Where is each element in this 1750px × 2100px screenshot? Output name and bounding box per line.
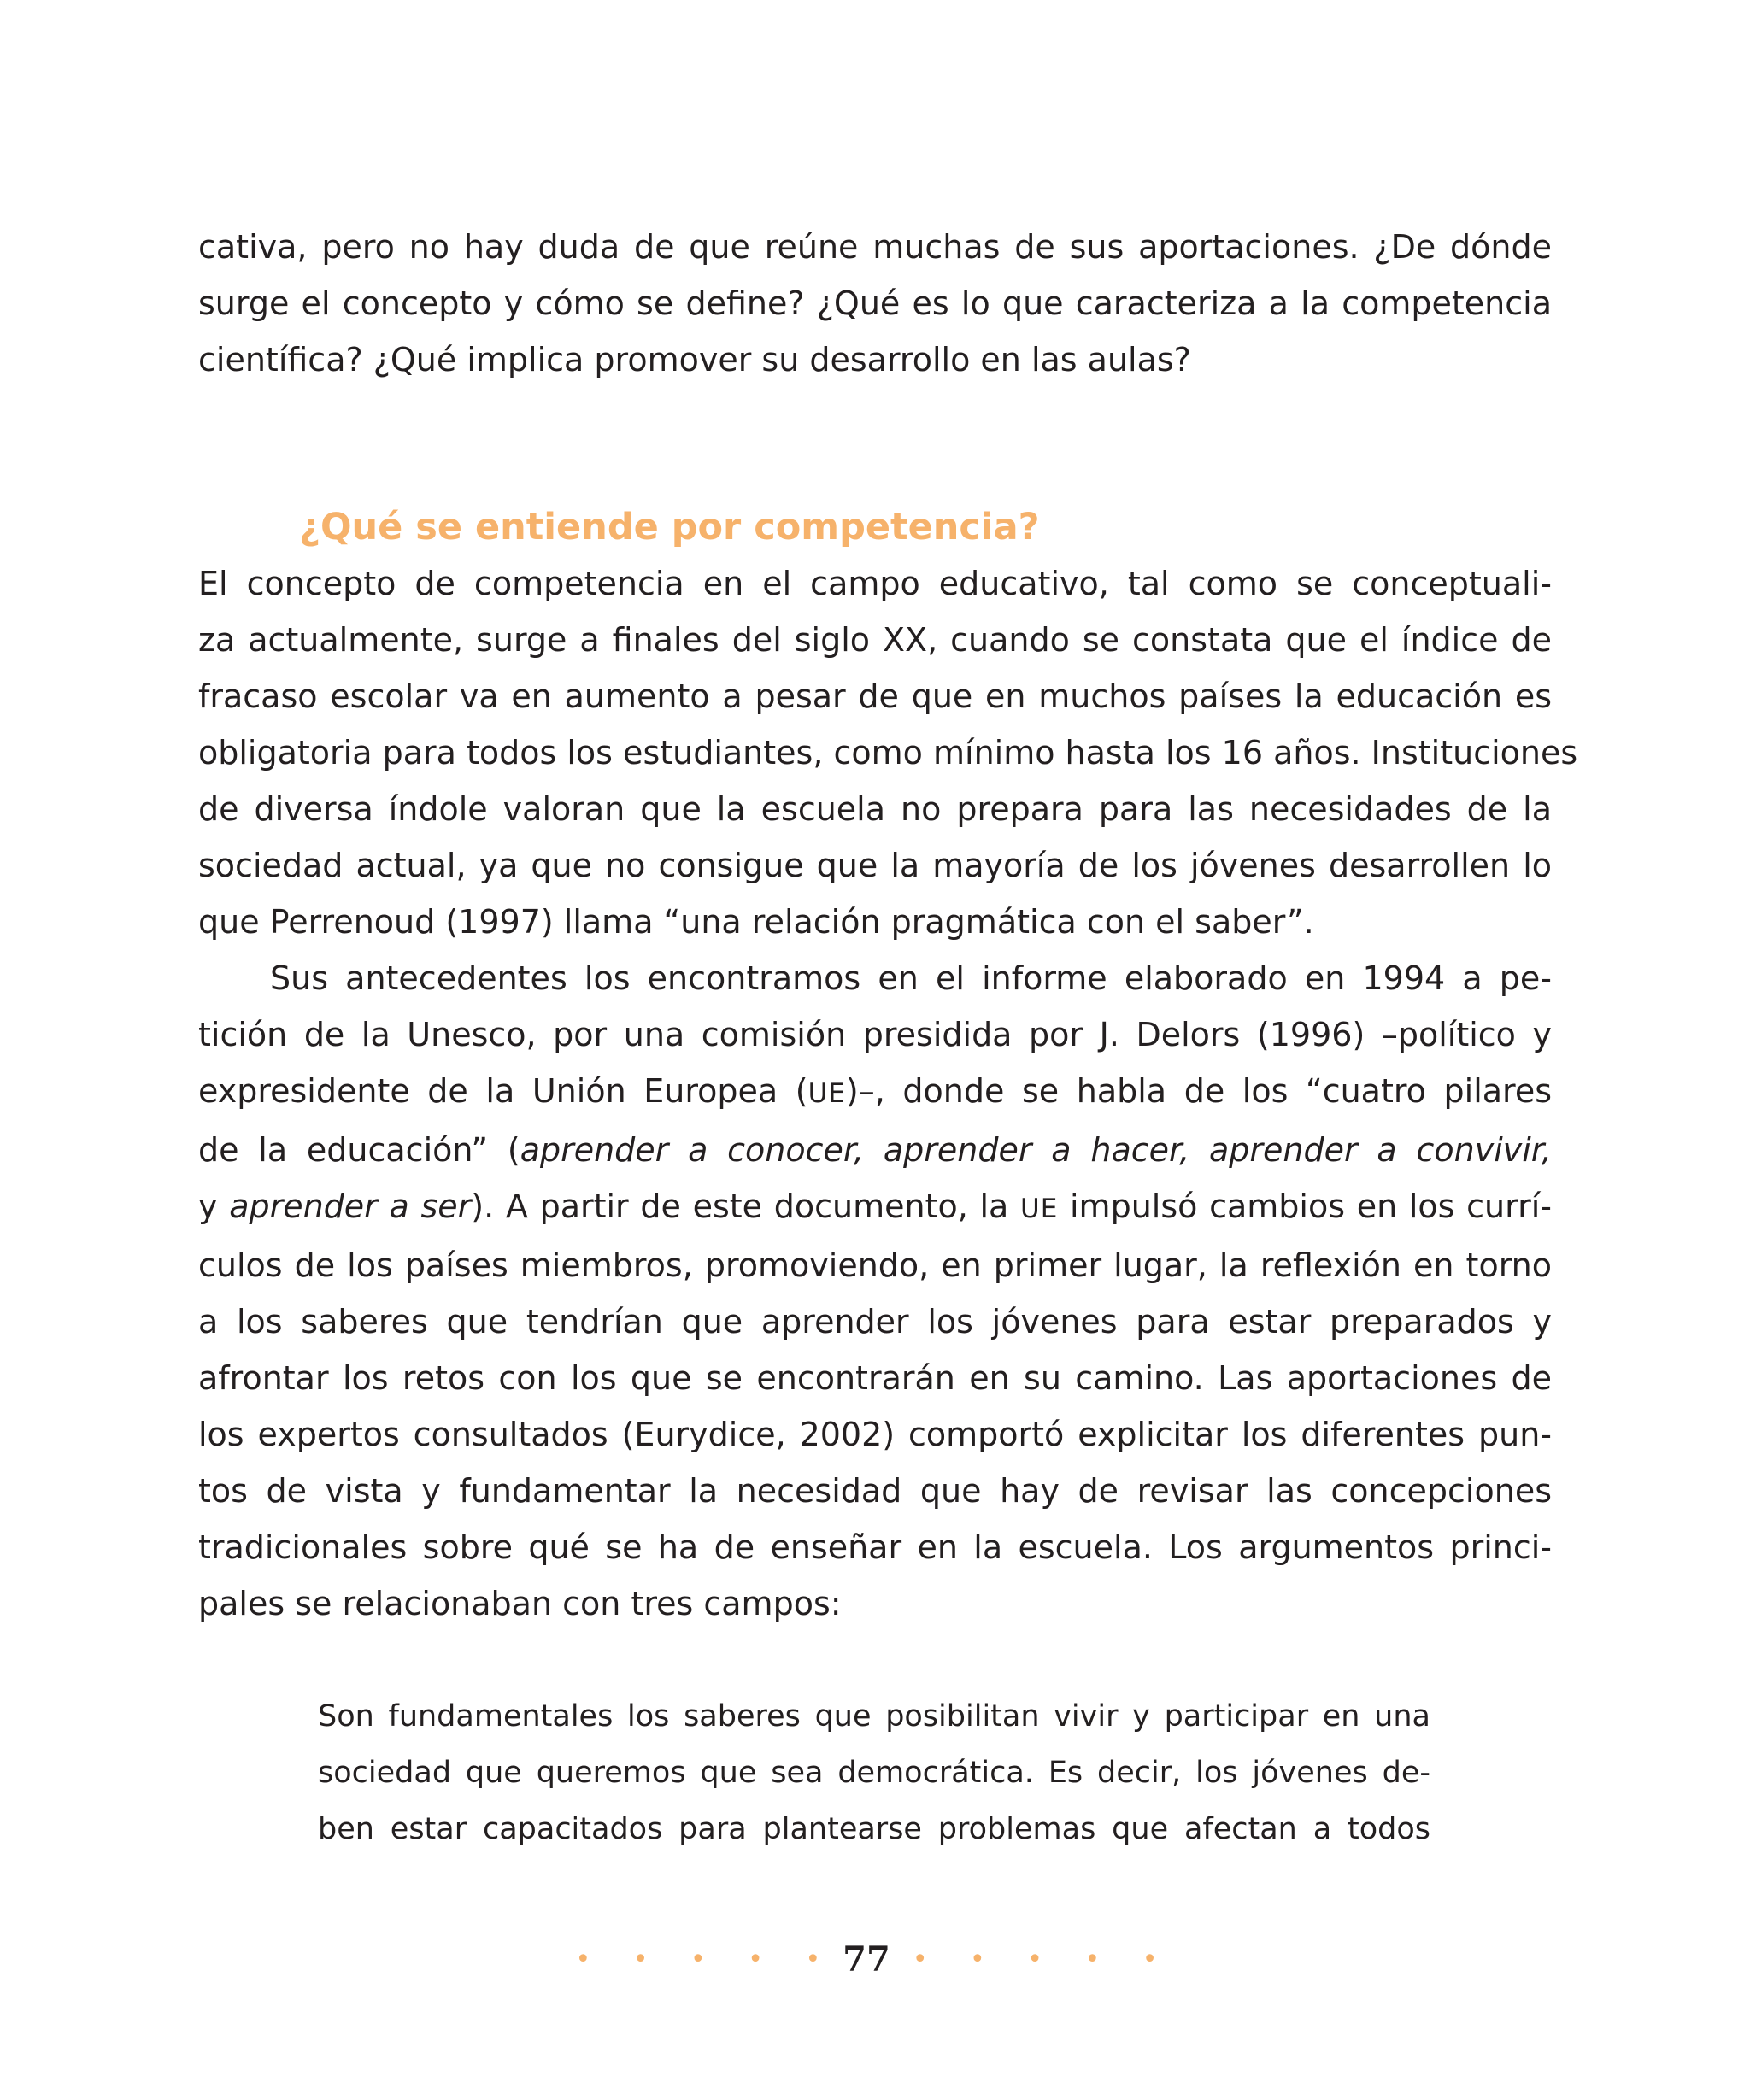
text-line: ben estar capacitados para plantearse problemas que afectan a todos xyxy=(318,1812,1430,1846)
footer-dots-right: • • • • • xyxy=(912,1945,1175,1974)
text-line: los expertos consultados (Eurydice, 2002) comportó explicitar los diferentes pun- xyxy=(198,1416,1552,1453)
text-line xyxy=(198,1178,1552,1237)
text-line xyxy=(198,1063,1552,1122)
block-quote xyxy=(318,1688,1430,1857)
text-line xyxy=(198,1122,1552,1178)
text-line: za actualmente, surge a finales del siglo XX, cuando se constata que el índice de xyxy=(198,621,1552,659)
text-line: a los saberes que tendrían que aprender los jóvenes para estar preparados y xyxy=(198,1303,1552,1340)
page-number: 77 xyxy=(843,1939,890,1980)
italic-text: aprender a ser xyxy=(229,1188,472,1225)
abbreviation-ue: UE xyxy=(807,1078,846,1109)
text-line: sociedad que queremos que sea democrática. Es decir, los jóvenes de- xyxy=(318,1756,1430,1790)
text-line: surge el concepto y cómo se define? ¿Qué es lo que caracteriza a la competencia xyxy=(198,284,1552,322)
text-line: afrontar los retos con los que se encontrarán en su camino. Las aportaciones de xyxy=(198,1359,1552,1397)
page-footer xyxy=(0,1939,1750,1980)
text-segment: de la educación” ( xyxy=(198,1131,520,1169)
text-line: Sus antecedentes los encontramos en el informe elaborado en 1994 a pe- xyxy=(270,959,1552,997)
text-line: que Perrenoud (1997) llama “una relación pragmática con el saber”. xyxy=(198,903,1314,941)
text-segment: impulsó cambios en los currí- xyxy=(1058,1188,1552,1225)
text-line: obligatoria para todos los estudiantes, como mínimo hasta los 16 años. Instituciones xyxy=(198,734,1578,771)
section-heading: ¿Qué se entiende por competencia? xyxy=(299,506,1040,548)
text-line: fracaso escolar va en aumento a pesar de que en muchos países la educación es xyxy=(198,678,1552,715)
italic-text: aprender a conocer, aprender a hacer, aprender a convivir, xyxy=(520,1131,1553,1169)
text-line: tradicionales sobre qué se ha de enseñar en la escuela. Los argumentos princi- xyxy=(198,1528,1552,1566)
text-line: de diversa índole valoran que la escuela no prepara para las necesidades de la xyxy=(198,790,1552,828)
text-line: culos de los países miembros, promoviendo, en primer lugar, la reflexión en torno xyxy=(198,1247,1552,1284)
text-line: tición de la Unesco, por una comisión presidida por J. Delors (1996) –político y xyxy=(198,1016,1552,1053)
text-line: tos de vista y fundamentar la necesidad que hay de revisar las concepciones xyxy=(198,1472,1552,1510)
text-segment: ). A partir de este documento, la xyxy=(471,1188,1021,1225)
text-segment: y xyxy=(198,1188,230,1225)
footer-dots-left: • • • • • xyxy=(575,1945,838,1974)
text-line: pales se relacionaban con tres campos: xyxy=(198,1585,842,1622)
text-segment: )–, donde se habla de los “cuatro pilares xyxy=(845,1072,1552,1110)
intro-paragraph xyxy=(198,219,1552,388)
body-paragraph-2 xyxy=(198,950,1552,1632)
text-segment: expresidente de la Unión Europea ( xyxy=(198,1072,808,1110)
body-paragraph-1 xyxy=(198,555,1578,950)
text-line: cativa, pero no hay duda de que reúne muchas de sus aportaciones. ¿De dónde xyxy=(198,228,1552,266)
text-line: sociedad actual, ya que no consigue que la mayoría de los jóvenes desarrollen lo xyxy=(198,847,1552,884)
text-line: Son fundamentales los saberes que posibilitan vivir y participar en una xyxy=(318,1699,1430,1733)
text-line: El concepto de competencia en el campo educativo, tal como se conceptuali- xyxy=(198,565,1552,602)
text-line: científica? ¿Qué implica promover su desarrollo en las aulas? xyxy=(198,341,1191,378)
abbreviation-ue: UE xyxy=(1020,1194,1059,1224)
